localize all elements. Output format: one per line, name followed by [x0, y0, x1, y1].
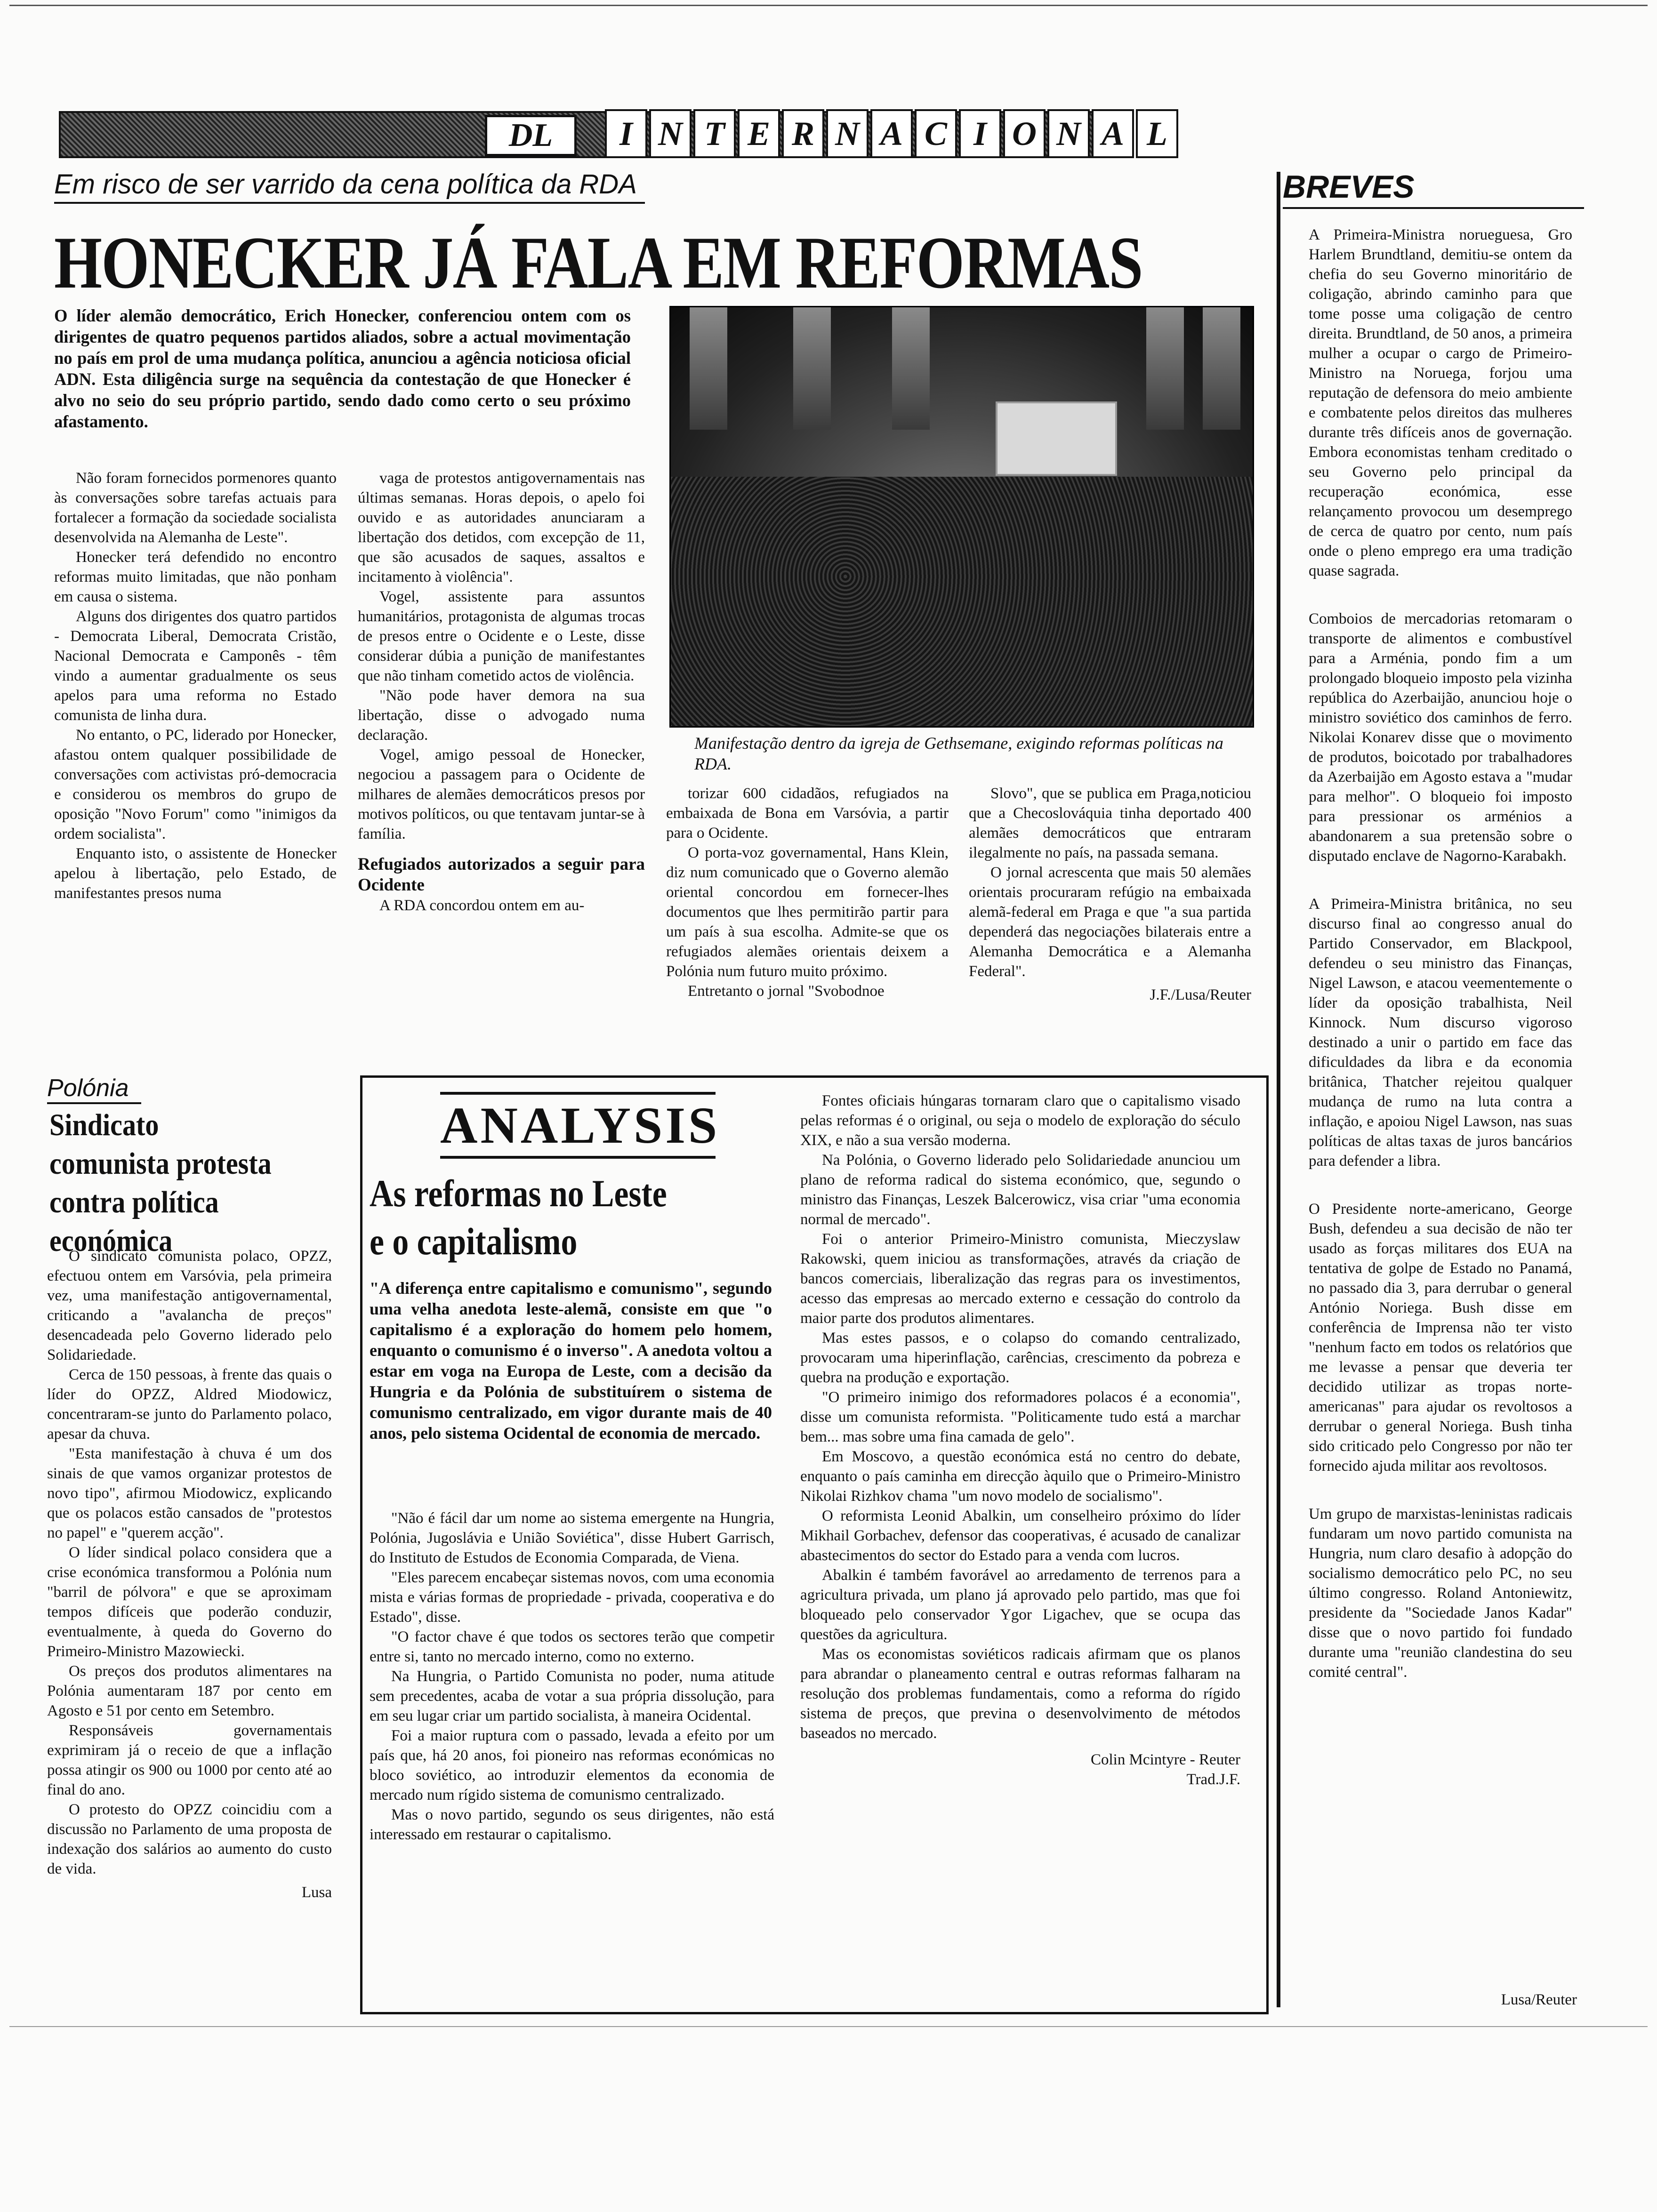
section-letter: R	[782, 109, 824, 158]
paragraph: O protesto do OPZZ coincidiu com a discussão no Parlamento de uma proposta de indexação dos salários ao aumento do custo de vida.	[47, 1801, 332, 1877]
analysis-headline: As reformas no Leste e o capitalismo	[370, 1172, 667, 1263]
section-letter: N	[1047, 109, 1090, 158]
paragraph: No entanto, o PC, liderado por Honecker, afastou ontem qualquer possibilidade de conversações com activistas pró-democracia e considerou os membros do grupo de oposição "Novo Forum" como "inimigos da ordem socialista".	[54, 727, 337, 842]
paragraph: O sindicato comunista polaco, OPZZ, efectuou ontem em Varsóvia, pela primeira vez, uma manifestação antigovernamental, criticando a "avalancha de preços" desencadeada pelo Governo liderado pelo Solidariedade.	[47, 1248, 332, 1363]
breves-column	[1309, 225, 1572, 1710]
paragraph: Responsáveis governamentais exprimiram já o receio de que a inflação possa atingir os 900 ou 1000 por cento até ao final do ano.	[47, 1722, 332, 1798]
paragraph: O porta-voz governamental, Hans Klein, diz num comunicado que o Governo alemão oriental concordou em fornecer-lhes documentos que lhes permitirão partir para um país à sua escolha. Admite-se que os refugiados alemães orientais deixem a Polónia num futuro muito próximo.	[666, 844, 949, 980]
main-column-1	[54, 468, 337, 903]
paragraph: Mas o novo partido, segundo os seus dirigentes, não está interessado em restaurar o capitalismo.	[370, 1806, 774, 1843]
paragraph: Vogel, amigo pessoal de Honecker, negociou a passagem para o Ocidente de milhares de alemães democráticos presos por motivos políticos, ou que tentavam juntar-se à família.	[358, 746, 645, 842]
paragraph: O jornal acrescenta que mais 50 alemães orientais procuraram refúgio na embaixada alemã-federal em Praga e que "a sua partida dependerá das negociações bilaterais entre a Alemanha Democrática e a Alemanha Federal".	[969, 864, 1251, 980]
section-letter: C	[915, 109, 957, 158]
breves-item: A Primeira-Ministra britânica, no seu discurso final ao congresso anual do Partido Conservador, em Blackpool, defendeu o seu ministro das Finanças, Nigel Lawson, e atacou veementemente o líder da oposição trabalhista, Neil Kinnock. Num discurso vigoroso destinado a unir o partido em face das dificuldades da libra e da economia britânica, Thatcher rejeitou qualquer mudança de rumo na luta contra a inflação, e apoiou Nigel Lawson, nas suas políticas de altas taxas de juros bancários para defender a libra.	[1309, 896, 1572, 1170]
main-subhead: Refugiados autorizados a seguir para Ocidente	[358, 855, 645, 895]
main-column-4	[969, 784, 1251, 1005]
analysis-signature-2: Trad.J.F.	[1186, 1771, 1240, 1788]
polonia-signature: Lusa	[301, 1884, 332, 1901]
paragraph: Foi a maior ruptura com o passado, levada a efeito por um país que, há 20 anos, foi pioneiro nas reformas económicas no bloco soviético, ao introduzir elementos da economia de mercado num rígido sistema de comunismo centralizado.	[370, 1727, 774, 1803]
analysis-lead: "A diferença entre capitalismo e comunismo", segundo uma velha anedota leste-alemã, consiste em que "o capitalismo é a exploração do homem pelo homem, enquanto o comunismo é o inverso". A anedota voltou a estar em voga na Europa de Leste, com a decisão da Hungria e da Polónia de substituírem o sistema de comunismo centralizado, em vigor durante mais de 40 anos, pelo sistema Ocidental de economia de mercado.	[370, 1279, 772, 1443]
paragraph: "Não pode haver demora na sua libertação, disse o advogado numa declaração.	[358, 687, 645, 744]
section-letter: I	[605, 109, 647, 158]
bottom-rule	[9, 2026, 1648, 2027]
paragraph: Honecker terá defendido no encontro reformas muito limitadas, que não ponham em causa o sistema.	[54, 549, 337, 605]
section-letter: N	[826, 109, 869, 158]
analysis-column-1	[370, 1508, 774, 1844]
paragraph: Na Polónia, o Governo liderado pelo Solidariedade anunciou um plano de reforma radical do sistema económico, que, segundo o ministro das Finanças, Leszek Balcerowicz, visa criar "uma economia normal de mercado".	[800, 1152, 1240, 1228]
section-letter: A	[870, 109, 913, 158]
crowd-image	[671, 477, 1253, 726]
photo-caption: Manifestação dentro da igreja de Gethsemane, exigindo reformas políticas na RDA.	[694, 734, 1223, 773]
paragraph: Foi o anterior Primeiro-Ministro comunista, Mieczyslaw Rakowski, quem iniciou as transformações, através da criação de bancos comerciais, liberalização das regras para os investimentos, acesso das empresas ao mercado externo e cessação do controlo da maior parte dos produtos alimentares.	[800, 1231, 1240, 1327]
breves-signature: Lusa/Reuter	[1501, 1991, 1577, 2008]
polonia-headline: Sindicato comunista protesta contra política económica	[49, 1108, 272, 1258]
paragraph: "Esta manifestação à chuva é um dos sinais de que vamos organizar protestos de novo tipo", afirmou Miodowicz, explicando que os polacos estão cansados de "protestos no papel" e "querem acção".	[47, 1445, 332, 1541]
breves-item: Comboios de mercadorias retomaram o transporte de alimentos e combustível para a Arménia, pondo fim a um prolongado bloqueio imposto pela vizinha república do Azerbaijão, anunciou hoje o ministro soviético dos caminhos de ferro. Nikolai Konarev disse que o movimento de produtos, boicotado por trabalhadores da Azerbaijão em Agosto estava a "mudar para melhor". O bloqueio foi imposto para pressionar os arménios a abandonarem a sua pretensão sobre o disputado enclave de Nagorno-Karabakh.	[1309, 610, 1572, 865]
church-photo	[669, 306, 1254, 728]
section-letter: N	[649, 109, 692, 158]
main-headline: HONECKER JÁ FALA EM REFORMAS	[54, 222, 1142, 304]
main-column-2	[358, 468, 645, 915]
paragraph: O reformista Leonid Abalkin, um conselheiro próximo do líder Mikhail Gorbachev, defensor das cooperativas, é acusado de canalizar abastecimentos do sector do Estado para a venda com lucros.	[800, 1507, 1240, 1564]
main-lead: O líder alemão democrático, Erich Honecker, conferenciou ontem com os dirigentes de quatro pequenos partidos aliados, sobre a actual movimentação no país em prol de uma mudança política, anunciou a agência noticiosa oficial ADN. Esta diligência surge na sequência da contestação de que Honecker é alvo no seio do seu próprio partido, sendo dado como certo o seu próximo afastamento.	[54, 306, 631, 431]
paragraph: Entretanto o jornal "Svobodnoe	[688, 983, 885, 1000]
paragraph: "O factor chave é que todos os sectores terão que competir entre si, tanto no mercado interno, como no externo.	[370, 1628, 774, 1665]
paragraph: O líder sindical polaco considera que a crise económica transformou a Polónia num "barril de pólvora" e que se aproximam tempos difíceis que poderão conduzir, eventualmente, à queda do Governo do Primeiro-Ministro Mazowiecki.	[47, 1544, 332, 1660]
paragraph: Não foram fornecidos pormenores quanto às conversações sobre tarefas actuais para fortalecer a formação da sociedade socialista desenvolvida na Alemanha de Leste".	[54, 470, 337, 546]
section-letter: E	[738, 109, 780, 158]
protest-banner-image	[996, 401, 1117, 476]
paragraph: vaga de protestos antigovernamentais nas últimas semanas. Horas depois, o apelo foi ouvido e as autoridades anunciaram a libertação dos detidos, com excepção de 11, que são acusados de saques, assaltos e incitamento à violência".	[358, 470, 645, 585]
paragraph: Abalkin é também favorável ao arredamento de terrenos para a agricultura privada, um plano já aprovado pelo partido, mas que foi bloqueado pelo conservador Ygor Ligachev, que se ocupa das questões da agricultura.	[800, 1567, 1240, 1643]
section-letter: T	[693, 109, 736, 158]
paragraph: "O primeiro inimigo dos reformadores polacos é a economia", disse um comunista reformista. "Politicamente tudo está a marchar bem... mas sobre uma fina camada de gelo".	[800, 1389, 1240, 1445]
breves-title: BREVES	[1283, 168, 1584, 209]
paragraph: Alguns dos dirigentes dos quatro partidos - Democrata Liberal, Democrata Cristão, Nacional Democrata e Camponês - têm vindo a aumentar gradualmente os seus apelos para uma reforma no Estado comunista de linha dura.	[54, 608, 337, 724]
paragraph: "Eles parecem encabeçar sistemas novos, com uma economia mista e várias formas de propriedade - privada, cooperativa e do Estado", disse.	[370, 1569, 774, 1626]
paragraph: Mas estes passos, e o colapso do comando centralizado, provocaram uma hiperinflação, carências, crescimento da pobreza e quebra na produção e exportação.	[800, 1330, 1240, 1386]
paragraph: Na Hungria, o Partido Comunista no poder, numa atitude sem precedentes, acaba de votar a sua própria dissolução, para em seu lugar criar um partido socialista, à maneira Ocidental.	[370, 1668, 774, 1724]
paragraph: Slovo", que se publica em Praga,noticiou que a Checoslováquia tinha deportado 400 alemães democráticos que entraram ilegalmente no país, na passada semana.	[969, 785, 1251, 861]
section-name	[605, 109, 1180, 156]
paragraph: Enquanto isto, o assistente de Honecker apelou à libertação, pelo Estado, de manifestantes presos numa	[54, 845, 337, 902]
paragraph: A RDA concordou ontem em au-	[379, 897, 585, 914]
paragraph: Os preços dos produtos alimentares na Polónia aumentaram 187 por cento em Agosto e 51 por cento em Setembro.	[47, 1663, 332, 1719]
paragraph: Mas os economistas soviéticos radicais afirmam que os planos para abrandar o planeamento central e outras reformas falharam na resolução dos problemas fundamentais, como a reforma do rígido sistema de preços, que previna o desenvolvimento de métodos baseados no mercado.	[800, 1646, 1240, 1742]
breves-divider	[1277, 172, 1280, 2007]
polonia-column	[47, 1246, 332, 1902]
paragraph: torizar 600 cidadãos, refugiados na embaixada de Bona em Varsóvia, a partir para o Ocidente.	[666, 785, 949, 842]
section-letter: A	[1092, 109, 1134, 158]
analysis-logo: ANALYSIS	[440, 1092, 716, 1159]
section-letter: O	[1003, 109, 1046, 158]
top-rule	[9, 0, 1648, 6]
paragraph: Em Moscovo, a questão económica está no centro do debate, enquanto o país caminha em direcção àquilo que o Primeiro-Ministro Nikolai Rizhkov chama "um novo modelo de socialismo".	[800, 1448, 1240, 1505]
breves-item: O Presidente norte-americano, George Bush, defendeu a sua decisão de não ter usado as forças militares dos EUA na tentativa de golpe de Estado no Panamá, no passado dia 3, para derrubar o general António Noriega. Bush disse em conferência de Imprensa não ter visto "nenhum facto em todos os relatórios que me levasse a pensar que deveria ter decidido utilizar as tropas norte-americanas" para ajudar os revoltosos a derrubar o general Noriega. Bush tinha sido criticado pelo Congresso por não ter fornecido ajuda militar aos revoltosos.	[1309, 1201, 1572, 1475]
section-letter: I	[959, 109, 1001, 158]
main-signature: J.F./Lusa/Reuter	[1150, 986, 1251, 1003]
polonia-kicker: Polónia	[47, 1074, 141, 1104]
section-letter: L	[1136, 109, 1178, 158]
analysis-column-2	[800, 1091, 1240, 1789]
paragraph: Cerca de 150 pessoas, à frente das quais o líder do OPZZ, Aldred Miodowicz, concentraram-se junto do Parlamento polaco, apesar da chuva.	[47, 1366, 332, 1443]
paragraph: Vogel, assistente para assuntos humanitários, protagonista de algumas trocas de presos entre o Ocidente e o Leste, disse considerar dúbia a punição de manifestantes que não tinham cometido actos de violência.	[358, 588, 645, 684]
paragraph: Fontes oficiais húngaras tornaram claro que o capitalismo visado pelas reformas é o original, ou seja o modelo de exploração do século XIX, e não a sua versão moderna.	[800, 1092, 1240, 1149]
paragraph: "Não é fácil dar um nome ao sistema emergente na Hungria, Polónia, Jugoslávia e União Soviética", disse Hubert Garrisch, do Instituto de Estudos de Economia Comparada, de Viena.	[370, 1510, 774, 1566]
main-kicker: Em risco de ser varrido da cena política da RDA	[54, 168, 645, 204]
newspaper-logo: DL	[485, 115, 577, 156]
analysis-signature-1: Colin Mcintyre - Reuter	[1090, 1751, 1240, 1768]
breves-item: A Primeira-Ministra norueguesa, Gro Harlem Brundtland, demitiu-se ontem da chefia do seu Governo minoritário de coligação, abrindo caminho para que tome posse uma coligação de centro direita. Brundtland, de 50 anos, a primeira mulher a ocupar o cargo de Primeiro-Ministro na Noruega, forjou uma reputação de defensora do meio ambiente e combatente pelos direitos das mulheres durante três difíceis anos de governação. Embora economistas tenham creditado o seu Governo pelo principal da recuperação económica, esse relançamento provocou um desemprego de cerca de quatro por cento, num país onde o pleno emprego era uma tradição quase sagrada.	[1309, 226, 1572, 579]
main-column-3	[666, 784, 949, 1001]
breves-item: Um grupo de marxistas-leninistas radicais fundaram um novo partido comunista na Hungria, num claro desafio à adopção do socialismo democrático pelo PC, no seu último congresso. Roland Antoniewitz, presidente da "Sociedade Janos Kadar" disse que o novo partido foi fundado durante uma "reunião clandestina do seu comité central".	[1309, 1506, 1572, 1681]
